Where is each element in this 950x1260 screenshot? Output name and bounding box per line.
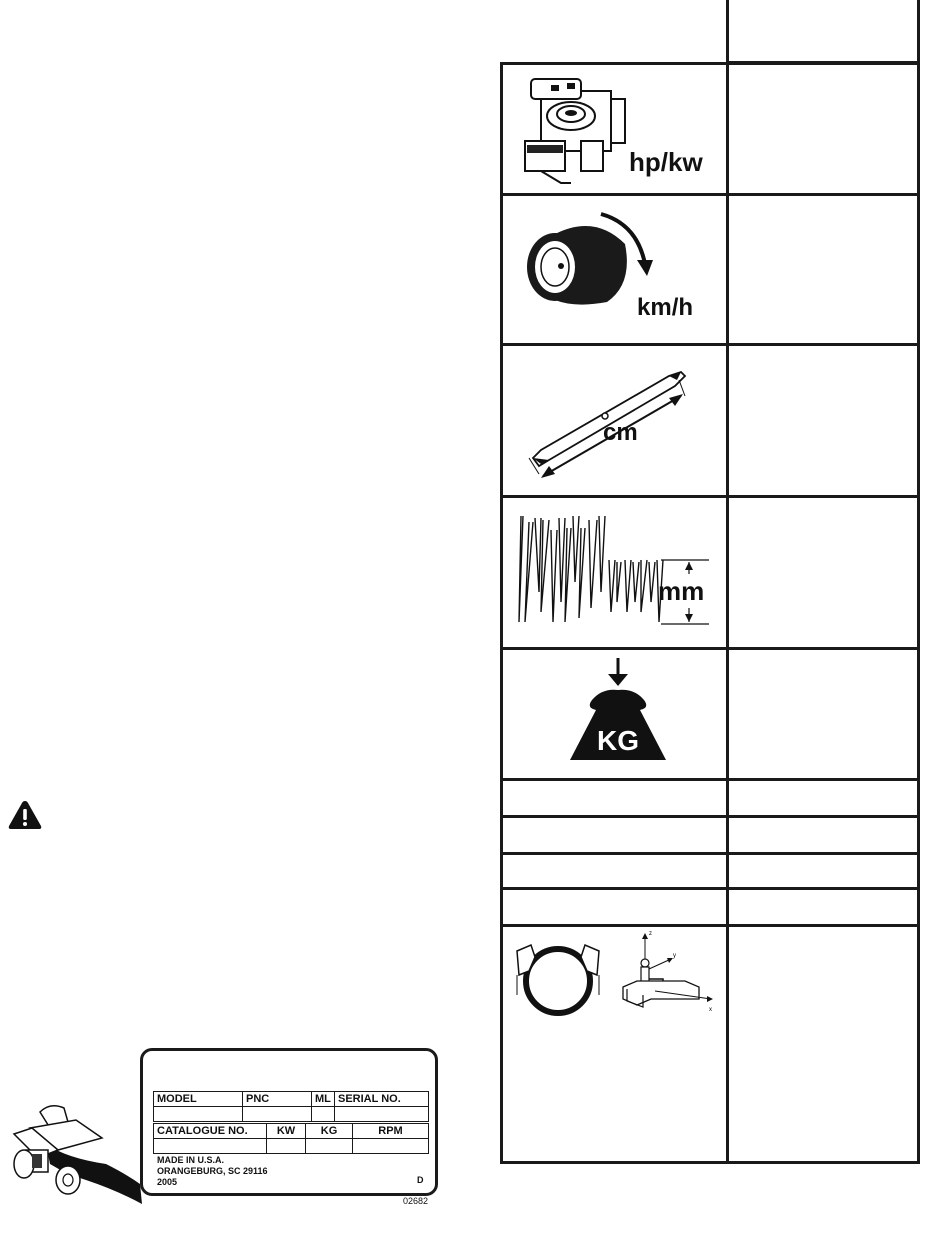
seat-vibration-icon [615, 929, 715, 1019]
spec-header-cell [726, 0, 920, 64]
vibration-icon-cell [500, 924, 729, 1164]
cut-width-value-cell [726, 343, 920, 498]
engine-value-cell [726, 62, 920, 196]
nameplate-row-2 [153, 1123, 429, 1154]
made-in-text: MADE IN U.S.A. [157, 1155, 225, 1165]
figure-number: 02682 [403, 1196, 429, 1206]
mower-illustration [6, 1098, 156, 1208]
year-text: 2005 [157, 1177, 178, 1187]
cut-height-unit-label: mm [658, 576, 705, 606]
cut-height-value-cell [726, 495, 920, 650]
speed-unit-label: km/h [637, 294, 694, 321]
weight-value-cell [726, 647, 920, 781]
empty-row-3-right [726, 852, 920, 890]
empty-row-1-right [726, 778, 920, 818]
catalogue-no-label: CATALOGUE NO. [154, 1124, 267, 1139]
empty-row-2-right [726, 815, 920, 855]
cut-width-icon-cell [500, 343, 729, 498]
empty-row-2-left [500, 815, 729, 855]
cut-width-unit-label: cm [603, 419, 638, 446]
engine-icon-cell [500, 62, 729, 196]
axis-z-label: z [649, 931, 652, 937]
ml-label: ML [312, 1092, 335, 1107]
nameplate-row-1 [153, 1091, 429, 1122]
cut-height-icon-cell [500, 495, 729, 650]
empty-row-3-left [500, 852, 729, 890]
serial-no-label: SERIAL NO. [335, 1092, 429, 1107]
weight-icon-cell [500, 647, 729, 781]
steering-wheel-vibration-icon [513, 935, 603, 1025]
speed-icon-cell [500, 193, 729, 346]
kw-label: KW [267, 1124, 306, 1139]
weight-icon [558, 654, 678, 774]
kg-label: KG [306, 1124, 353, 1139]
empty-row-4-left [500, 887, 729, 927]
rpm-label: RPM [353, 1124, 429, 1139]
empty-row-1-left [500, 778, 729, 818]
nameplate [140, 1048, 438, 1196]
pnc-label: PNC [243, 1092, 312, 1107]
address-text: ORANGEBURG, SC 29116 [157, 1166, 268, 1176]
model-label: MODEL [154, 1092, 243, 1107]
grass-height-icon [513, 512, 713, 632]
warning-triangle-icon [8, 800, 42, 830]
speed-value-cell [726, 193, 920, 346]
axis-x-label: x [709, 1007, 712, 1013]
engine-unit-label: hp/kw [629, 147, 703, 177]
axis-y-label: y [673, 953, 676, 959]
weight-unit-text: KG [597, 725, 639, 756]
empty-row-4-right [726, 887, 920, 927]
revision-letter: D [417, 1175, 424, 1185]
vibration-value-cell [726, 924, 920, 1164]
